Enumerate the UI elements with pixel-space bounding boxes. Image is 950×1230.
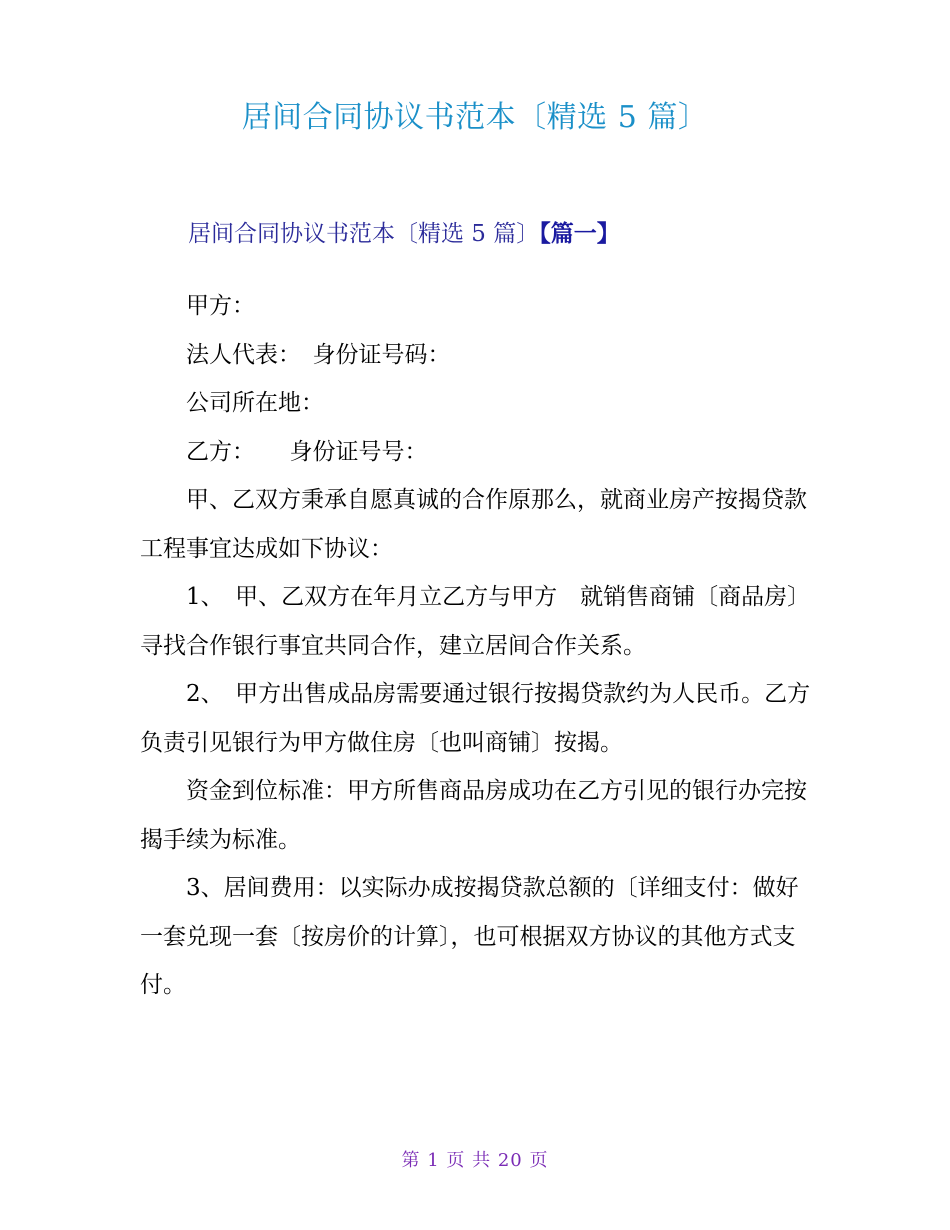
paragraph-clause-1: 1、 甲、乙双方在年月立乙方与甲方 就销售商铺〔商品房〕寻找合作银行事宜共同合作，建立居间合作关系。 (140, 584, 811, 659)
paragraph-company-address: 公司所在地： (186, 390, 324, 416)
paragraph-clause-2: 2、 甲方出售成品房需要通过银行按揭贷款约为人民币。乙方负责引见银行为甲方做住房〔也叫商铺〕按揭。 (140, 681, 811, 756)
document-body (140, 282, 812, 1010)
page-footer: 第 1 页 共 20 页 (401, 1150, 549, 1171)
paragraph-party-b: 乙方： 身份证号号： (186, 438, 428, 465)
document-title: 居间合同协议书范本〔精选 5 篇〕 (241, 100, 709, 135)
paragraph-party-a: 甲方： (186, 293, 255, 319)
section-heading-text: 居间合同协议书范本〔精选 5 篇〕 (188, 221, 540, 247)
section-heading (188, 216, 620, 252)
paragraph-funding-standard: 资金到位标准：甲方所售商品房成功在乙方引见的银行办完按揭手续为标准。 (140, 778, 807, 853)
paragraph-preamble: 甲、乙双方秉承自愿真诚的合作原那么，就商业房产按揭贷款工程事宜达成如下协议： (140, 487, 807, 562)
paragraph-clause-3: 3、居间费用：以实际办成按揭贷款总额的〔详细支付：做好一套兑现一套〔按房价的计算〕，也可根据双方协议的其他方式支付。 (140, 875, 799, 998)
section-tag: 【篇一】 (539, 220, 620, 247)
paragraph-legal-representative: 法人代表： 身份证号码： (186, 341, 451, 368)
